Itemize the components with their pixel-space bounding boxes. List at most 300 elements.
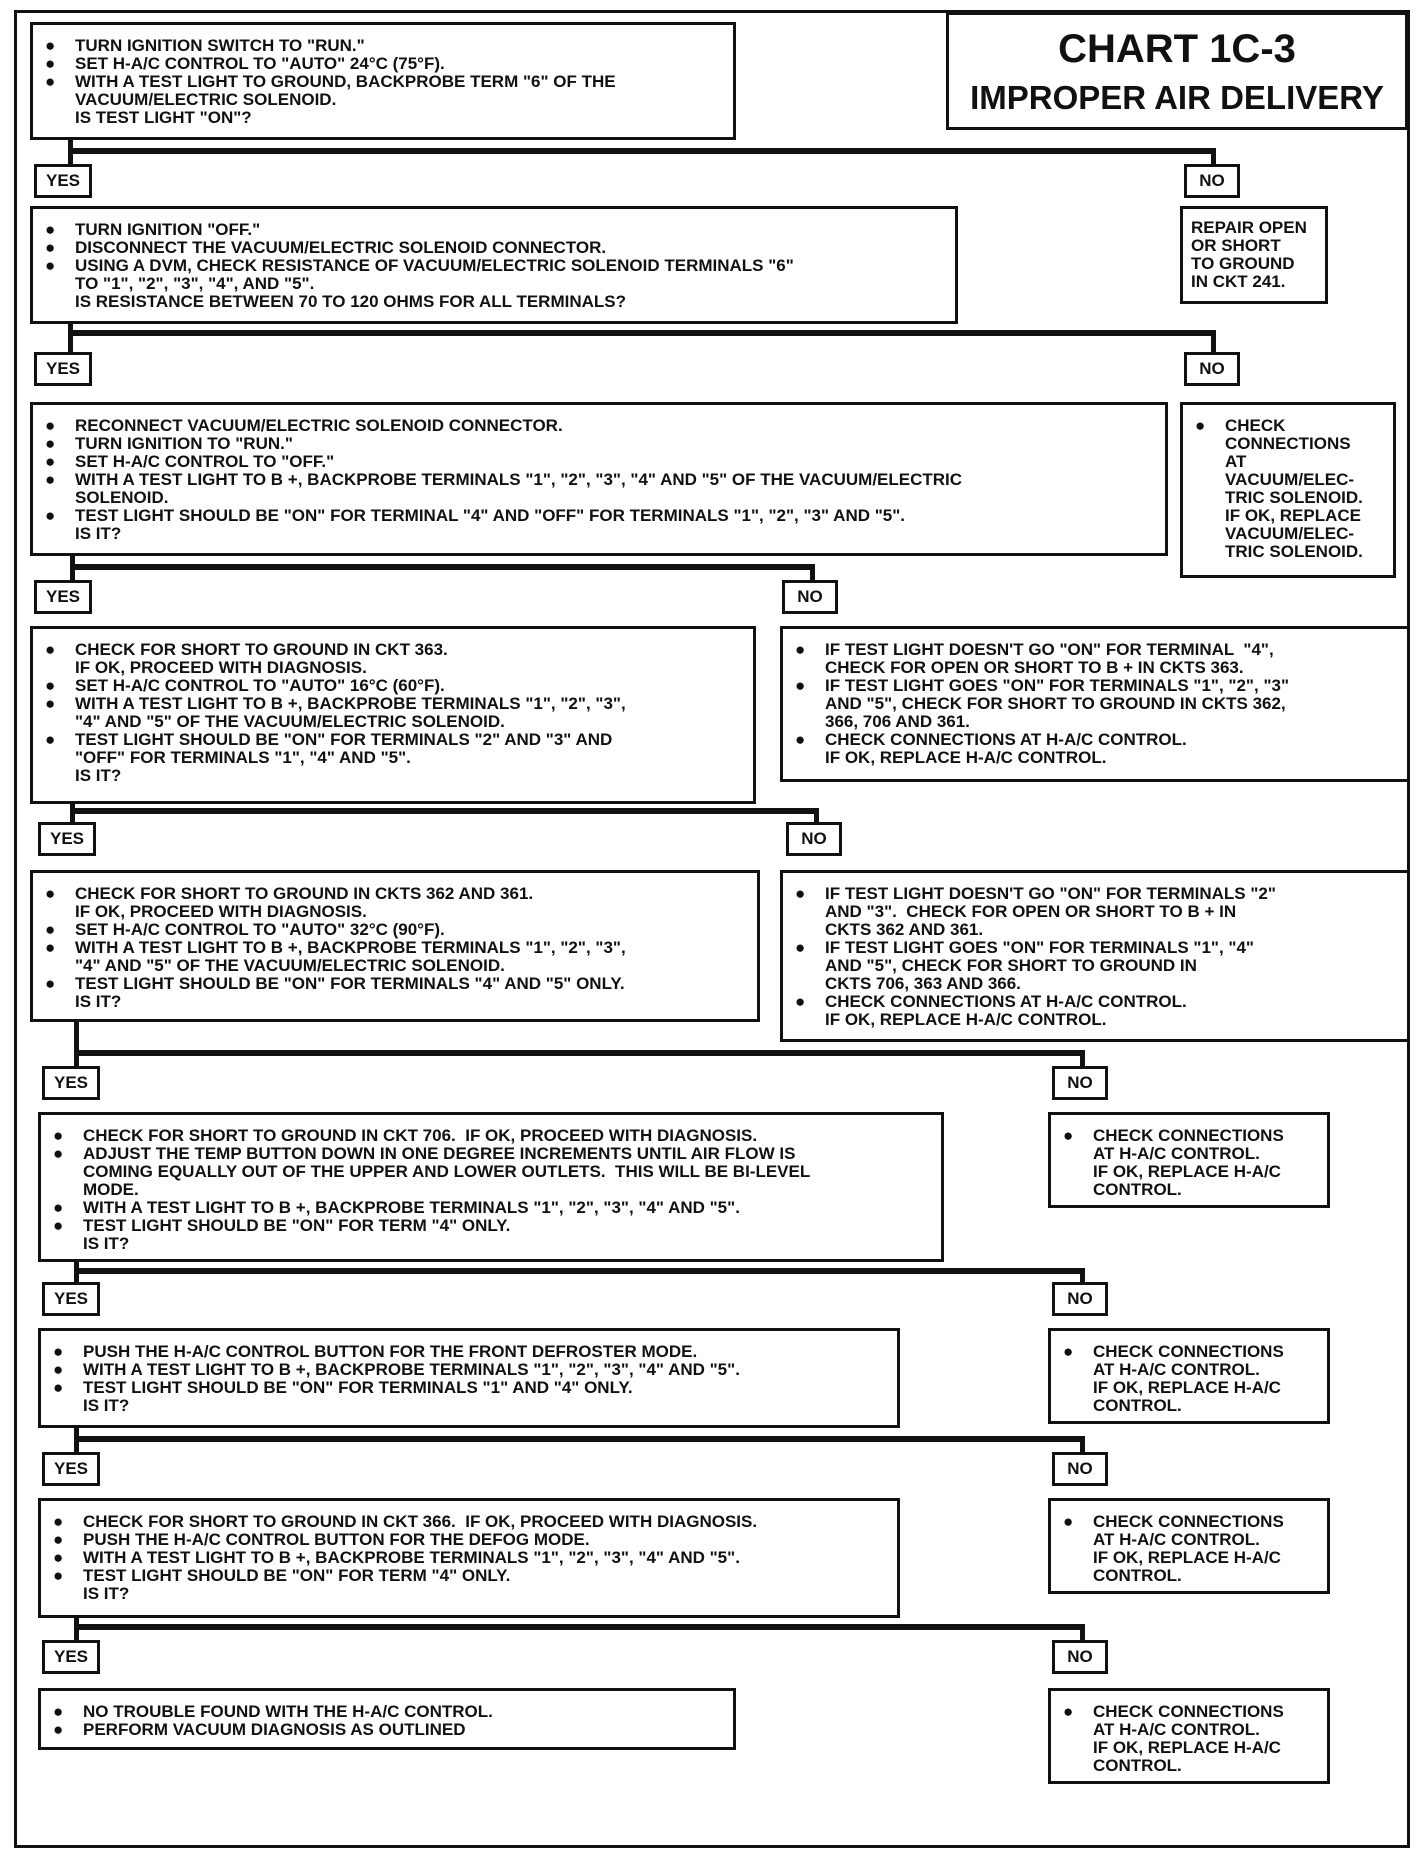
bullet-icon: ● [45, 72, 56, 91]
no-action-6-line [1061, 1379, 1317, 1397]
line-text: SET H-A/C CONTROL TO "AUTO" 16°C (60°F). [75, 676, 445, 695]
connector-drop-no-2 [1211, 330, 1216, 354]
line-text: TEST LIGHT SHOULD BE "ON" FOR TERM "4" ONLY. [83, 1566, 511, 1585]
no-action-6-line [1061, 1343, 1317, 1361]
no-action-4-line [793, 975, 1397, 993]
line-text: CHECK FOR SHORT TO GROUND IN CKT 363. [75, 640, 448, 659]
no-action-1-line [1191, 273, 1317, 291]
line-text: IS IT? [75, 524, 122, 543]
step-4-line [43, 767, 743, 785]
step-6-box [38, 1112, 944, 1262]
step-8-line [51, 1585, 887, 1603]
line-text: AND "5", CHECK FOR SHORT TO GROUND IN [825, 956, 1197, 975]
no-label-8: NO [1052, 1640, 1108, 1674]
line-text: CKTS 706, 363 AND 366. [825, 974, 1021, 993]
no-action-1-line [1191, 237, 1317, 255]
step-7-line [51, 1397, 887, 1415]
bullet-icon [51, 1585, 83, 1603]
line-text: REPAIR OPEN [1191, 218, 1307, 237]
line-text: VACUUM/ELECTRIC SOLENOID. [75, 90, 337, 109]
step-7-line [51, 1361, 887, 1379]
chart-title-box [946, 12, 1408, 130]
no-action-4-line [793, 921, 1397, 939]
no-action-3-line [793, 731, 1397, 749]
line-text: TURN IGNITION TO "RUN." [75, 434, 293, 453]
bullet-icon: ● [1063, 1126, 1074, 1145]
no-action-8-line [1061, 1739, 1317, 1757]
bullet-icon [1061, 1379, 1093, 1397]
bullet-icon [1061, 1757, 1093, 1775]
no-action-4-line [793, 885, 1397, 903]
line-text: NO TROUBLE FOUND WITH THE H-A/C CONTROL. [83, 1702, 493, 1721]
line-text: IF TEST LIGHT GOES "ON" FOR TERMINALS "1", "4" [825, 938, 1254, 957]
line-text: SOLENOID. [75, 488, 169, 507]
line-text: 366, 706 AND 361. [825, 712, 970, 731]
bullet-icon [51, 1181, 83, 1199]
no-action-1-box [1180, 206, 1328, 304]
step-6-line [51, 1163, 931, 1181]
bullet-icon [43, 489, 75, 507]
step-6-line [51, 1217, 931, 1235]
step-1-box [30, 22, 736, 140]
bullet-icon: ● [53, 1512, 64, 1531]
bullet-icon: ● [1195, 416, 1206, 435]
step-3-line [43, 417, 1155, 435]
step-5-line [43, 957, 747, 975]
step-2-line [43, 293, 945, 311]
line-text: IF TEST LIGHT DOESN'T GO "ON" FOR TERMINALS "2" [825, 884, 1276, 903]
step-9-box [38, 1688, 736, 1750]
bullet-icon: ● [45, 238, 56, 257]
bullet-icon [51, 1397, 83, 1415]
line-text: AT [1225, 452, 1247, 471]
no-label-6: NO [1052, 1282, 1108, 1316]
no-action-2-line [1193, 543, 1383, 561]
bullet-icon [43, 293, 75, 311]
yes-label-5: YES [42, 1066, 100, 1100]
bullet-icon [43, 275, 75, 293]
step-7-box [38, 1328, 900, 1428]
no-action-8-line [1061, 1703, 1317, 1721]
bullet-icon: ● [1063, 1512, 1074, 1531]
line-text: USING A DVM, CHECK RESISTANCE OF VACUUM/ELECTRIC SOLENOID TERMINALS "6" [75, 256, 794, 275]
step-3-line [43, 489, 1155, 507]
bullet-icon [793, 957, 825, 975]
step-5-box [30, 870, 760, 1022]
bullet-icon: ● [53, 1720, 64, 1739]
line-text: WITH A TEST LIGHT TO B +, BACKPROBE TERMINALS "1", "2", "3", "4" AND "5" OF THE VACUUM/ELECTRIC [75, 470, 963, 489]
no-action-2-line [1193, 453, 1383, 471]
line-text: ADJUST THE TEMP BUTTON DOWN IN ONE DEGREE INCREMENTS UNTIL AIR FLOW IS [83, 1144, 796, 1163]
step-1-line [43, 55, 723, 73]
line-text: IS RESISTANCE BETWEEN 70 TO 120 OHMS FOR ALL TERMINALS? [75, 292, 626, 311]
line-text: SET H-A/C CONTROL TO "AUTO" 24°C (75°F). [75, 54, 445, 73]
line-text: IN CKT 241. [1191, 272, 1286, 291]
line-text: IS IT? [75, 992, 122, 1011]
step-1-line [43, 109, 723, 127]
connector-bar-2 [68, 330, 1216, 336]
line-text: CONNECTIONS [1225, 434, 1351, 453]
no-action-6-box [1048, 1328, 1330, 1424]
line-text: AND "5", CHECK FOR SHORT TO GROUND IN CKTS 362, [825, 694, 1286, 713]
bullet-icon [1061, 1567, 1093, 1585]
bullet-icon: ● [45, 676, 56, 695]
bullet-icon: ● [53, 1144, 64, 1163]
yes-label-7: YES [42, 1452, 100, 1486]
step-7-line [51, 1343, 887, 1361]
bullet-icon: ● [53, 1126, 64, 1145]
no-action-6-line [1061, 1397, 1317, 1415]
line-text: CHECK FOR SHORT TO GROUND IN CKT 366. IF OK, PROCEED WITH DIAGNOSIS. [83, 1512, 758, 1531]
no-action-4-line [793, 903, 1397, 921]
bullet-icon [1061, 1181, 1093, 1199]
line-text: MODE. [83, 1180, 139, 1199]
line-text: IS IT? [83, 1584, 130, 1603]
line-text: PUSH THE H-A/C CONTROL BUTTON FOR THE DEFOG MODE. [83, 1530, 590, 1549]
bullet-icon: ● [45, 974, 56, 993]
line-text: AND "3". CHECK FOR OPEN OR SHORT TO B + IN [825, 902, 1237, 921]
line-text: IF OK, PROCEED WITH DIAGNOSIS. [75, 902, 367, 921]
no-action-7-line [1061, 1567, 1317, 1585]
bullet-icon [1193, 543, 1225, 561]
bullet-icon [1193, 453, 1225, 471]
bullet-icon: ● [45, 640, 56, 659]
bullet-icon: ● [795, 884, 806, 903]
line-text: CHECK CONNECTIONS [1093, 1342, 1284, 1361]
no-action-6-line [1061, 1361, 1317, 1379]
line-text: TO "1", "2", "3", "4", AND "5". [75, 274, 315, 293]
connector-bar-1 [68, 148, 1216, 154]
no-action-8-box [1048, 1688, 1330, 1784]
no-action-2-line [1193, 525, 1383, 543]
yes-label-4: YES [38, 822, 96, 856]
line-text: IS TEST LIGHT "ON"? [75, 108, 252, 127]
line-text: CONTROL. [1093, 1756, 1182, 1775]
step-4-line [43, 677, 743, 695]
line-text: AT H-A/C CONTROL. [1093, 1720, 1260, 1739]
bullet-icon: ● [53, 1216, 64, 1235]
connector-bar-4 [70, 808, 818, 814]
no-action-8-line [1061, 1757, 1317, 1775]
line-text: IF OK, PROCEED WITH DIAGNOSIS. [75, 658, 367, 677]
line-text: IF OK, REPLACE H-A/C [1093, 1738, 1281, 1757]
line-text: CHECK CONNECTIONS AT H-A/C CONTROL. [825, 730, 1187, 749]
bullet-icon: ● [45, 36, 56, 55]
connector-stem-6 [74, 1262, 79, 1284]
yes-label-3: YES [34, 580, 92, 614]
bullet-icon: ● [795, 676, 806, 695]
line-text: CONTROL. [1093, 1180, 1182, 1199]
connector-stem-5 [74, 1022, 79, 1068]
connector-stem-1 [68, 140, 73, 164]
step-1-line [43, 91, 723, 109]
yes-label-8: YES [42, 1640, 100, 1674]
bullet-icon [1061, 1361, 1093, 1379]
bullet-icon: ● [45, 256, 56, 275]
step-5-line [43, 939, 747, 957]
bullet-icon: ● [1063, 1342, 1074, 1361]
step-6-line [51, 1181, 931, 1199]
no-action-7-line [1061, 1513, 1317, 1531]
step-4-line [43, 659, 743, 677]
step-6-line [51, 1127, 931, 1145]
line-text: TO GROUND [1191, 254, 1295, 273]
bullet-icon [1061, 1163, 1093, 1181]
no-action-2-line [1193, 417, 1383, 435]
step-9-line [51, 1721, 723, 1739]
step-8-line [51, 1531, 887, 1549]
step-4-line [43, 641, 743, 659]
connector-stem-2 [68, 324, 73, 354]
line-text: CHECK FOR SHORT TO GROUND IN CKTS 362 AND 361. [75, 884, 534, 903]
line-text: CHECK CONNECTIONS [1093, 1126, 1284, 1145]
step-2-box [30, 206, 958, 324]
no-action-1-line [1191, 219, 1317, 237]
bullet-icon [793, 975, 825, 993]
step-5-line [43, 903, 747, 921]
step-4-line [43, 695, 743, 713]
step-8-line [51, 1513, 887, 1531]
no-action-4-line [793, 957, 1397, 975]
no-action-5-line [1061, 1145, 1317, 1163]
bullet-icon [1061, 1145, 1093, 1163]
bullet-icon: ● [795, 640, 806, 659]
line-text: RECONNECT VACUUM/ELECTRIC SOLENOID CONNECTOR. [75, 416, 563, 435]
no-action-1-line [1191, 255, 1317, 273]
line-text: IF OK, REPLACE H-A/C [1093, 1548, 1281, 1567]
line-text: IF TEST LIGHT GOES "ON" FOR TERMINALS "1", "2", "3" [825, 676, 1290, 695]
no-action-7-line [1061, 1531, 1317, 1549]
line-text: CHECK CONNECTIONS [1093, 1702, 1284, 1721]
bullet-icon: ● [53, 1548, 64, 1567]
line-text: TURN IGNITION SWITCH TO "RUN." [75, 36, 365, 55]
bullet-icon [43, 109, 75, 127]
no-action-8-line [1061, 1721, 1317, 1739]
line-text: PUSH THE H-A/C CONTROL BUTTON FOR THE FRONT DEFROSTER MODE. [83, 1342, 698, 1361]
bullet-icon [793, 921, 825, 939]
no-action-3-line [793, 641, 1397, 659]
step-2-line [43, 221, 945, 239]
line-text: TEST LIGHT SHOULD BE "ON" FOR TERMINALS "2" AND "3" AND [75, 730, 613, 749]
line-text: IS IT? [83, 1396, 130, 1415]
yes-label-6: YES [42, 1282, 100, 1316]
bullet-icon: ● [53, 1198, 64, 1217]
chart-number: CHART 1C-3 [1058, 27, 1296, 71]
line-text: IS IT? [83, 1234, 130, 1253]
no-action-4-line [793, 1011, 1397, 1029]
step-3-line [43, 471, 1155, 489]
bullet-icon: ● [53, 1702, 64, 1721]
no-label-2: NO [1184, 352, 1240, 386]
step-3-box [30, 402, 1168, 556]
bullet-icon: ● [45, 694, 56, 713]
bullet-icon [43, 525, 75, 543]
step-6-line [51, 1145, 931, 1163]
bullet-icon [1061, 1549, 1093, 1567]
line-text: OR SHORT [1191, 236, 1281, 255]
bullet-icon: ● [45, 730, 56, 749]
bullet-icon [1193, 435, 1225, 453]
bullet-icon: ● [45, 506, 56, 525]
step-6-line [51, 1235, 931, 1253]
no-action-5-line [1061, 1181, 1317, 1199]
bullet-icon [793, 749, 825, 767]
step-1-line [43, 73, 723, 91]
connector-bar-3 [70, 564, 814, 570]
line-text: WITH A TEST LIGHT TO B +, BACKPROBE TERMINALS "1", "2", "3", [75, 694, 626, 713]
line-text: TEST LIGHT SHOULD BE "ON" FOR TERMINALS "1" AND "4" ONLY. [83, 1378, 633, 1397]
bullet-icon: ● [795, 730, 806, 749]
step-2-line [43, 257, 945, 275]
connector-stem-7 [74, 1428, 79, 1454]
line-text: AT H-A/C CONTROL. [1093, 1144, 1260, 1163]
bullet-icon: ● [53, 1566, 64, 1585]
step-3-line [43, 435, 1155, 453]
connector-bar-8 [74, 1624, 1084, 1630]
no-action-4-box [780, 870, 1410, 1042]
connector-bar-6 [74, 1268, 1084, 1274]
line-text: SET H-A/C CONTROL TO "OFF." [75, 452, 335, 471]
no-action-2-box [1180, 402, 1396, 578]
bullet-icon: ● [53, 1342, 64, 1361]
bullet-icon [793, 713, 825, 731]
bullet-icon [43, 767, 75, 785]
bullet-icon: ● [45, 938, 56, 957]
bullet-icon: ● [45, 470, 56, 489]
bullet-icon [51, 1235, 83, 1253]
bullet-icon: ● [53, 1360, 64, 1379]
bullet-icon [1193, 471, 1225, 489]
bullet-icon: ● [45, 220, 56, 239]
line-text: "OFF" FOR TERMINALS "1", "4" AND "5". [75, 748, 411, 767]
line-text: SET H-A/C CONTROL TO "AUTO" 32°C (90°F). [75, 920, 445, 939]
no-action-5-box [1048, 1112, 1330, 1208]
no-action-2-line [1193, 435, 1383, 453]
bullet-icon: ● [795, 938, 806, 957]
bullet-icon [1061, 1531, 1093, 1549]
bullet-icon: ● [45, 54, 56, 73]
bullet-icon [1193, 507, 1225, 525]
no-action-2-line [1193, 471, 1383, 489]
step-5-line [43, 975, 747, 993]
line-text: CHECK CONNECTIONS [1093, 1512, 1284, 1531]
no-label-3: NO [782, 580, 838, 614]
no-action-3-line [793, 659, 1397, 677]
line-text: TEST LIGHT SHOULD BE "ON" FOR TERMINAL "4" AND "OFF" FOR TERMINALS "1", "2", "3" AND "5". [75, 506, 906, 525]
step-8-line [51, 1567, 887, 1585]
line-text: WITH A TEST LIGHT TO B +, BACKPROBE TERMINALS "1", "2", "3", "4" AND "5". [83, 1360, 740, 1379]
no-action-3-line [793, 713, 1397, 731]
step-7-line [51, 1379, 887, 1397]
connector-stem-3 [70, 556, 75, 582]
line-text: TRIC SOLENOID. [1225, 488, 1363, 507]
line-text: CHECK [1225, 416, 1286, 435]
line-text: PERFORM VACUUM DIAGNOSIS AS OUTLINED [83, 1720, 466, 1739]
bullet-icon: ● [45, 884, 56, 903]
bullet-icon [1061, 1397, 1093, 1415]
yes-label-2: YES [34, 352, 92, 386]
no-action-5-line [1061, 1163, 1317, 1181]
chart-title: IMPROPER AIR DELIVERY [970, 79, 1384, 116]
connector-bar-5 [74, 1050, 1084, 1056]
line-text: AT H-A/C CONTROL. [1093, 1530, 1260, 1549]
no-action-7-line [1061, 1549, 1317, 1567]
bullet-icon [43, 993, 75, 1011]
line-text: TEST LIGHT SHOULD BE "ON" FOR TERMINALS "4" AND "5" ONLY. [75, 974, 625, 993]
step-8-line [51, 1549, 887, 1567]
line-text: VACUUM/ELEC- [1225, 470, 1355, 489]
line-text: WITH A TEST LIGHT TO B +, BACKPROBE TERMINALS "1", "2", "3", "4" AND "5". [83, 1548, 740, 1567]
bullet-icon [43, 713, 75, 731]
bullet-icon [1193, 489, 1225, 507]
step-3-line [43, 453, 1155, 471]
bullet-icon [793, 695, 825, 713]
bullet-icon [793, 659, 825, 677]
no-label-5: NO [1052, 1066, 1108, 1100]
step-4-line [43, 713, 743, 731]
line-text: CKTS 362 AND 361. [825, 920, 984, 939]
step-4-box [30, 626, 756, 804]
no-action-5-line [1061, 1127, 1317, 1145]
bullet-icon [793, 903, 825, 921]
line-text: CONTROL. [1093, 1396, 1182, 1415]
no-action-2-line [1193, 507, 1383, 525]
bullet-icon [51, 1163, 83, 1181]
step-3-line [43, 525, 1155, 543]
line-text: "4" AND "5" OF THE VACUUM/ELECTRIC SOLENOID. [75, 956, 505, 975]
bullet-icon [793, 1011, 825, 1029]
line-text: TEST LIGHT SHOULD BE "ON" FOR TERM "4" ONLY. [83, 1216, 511, 1235]
line-text: IF OK, REPLACE H-A/C [1093, 1378, 1281, 1397]
bullet-icon: ● [1063, 1702, 1074, 1721]
no-action-2-line [1193, 489, 1383, 507]
step-9-line [51, 1703, 723, 1721]
line-text: CHECK CONNECTIONS AT H-A/C CONTROL. [825, 992, 1187, 1011]
line-text: TURN IGNITION "OFF." [75, 220, 261, 239]
line-text: IF OK, REPLACE H-A/C CONTROL. [825, 748, 1107, 767]
step-5-line [43, 993, 747, 1011]
step-6-line [51, 1199, 931, 1217]
line-text: CONTROL. [1093, 1566, 1182, 1585]
no-label-7: NO [1052, 1452, 1108, 1486]
line-text: CHECK FOR OPEN OR SHORT TO B + IN CKTS 363. [825, 658, 1244, 677]
line-text: "4" AND "5" OF THE VACUUM/ELECTRIC SOLENOID. [75, 712, 505, 731]
step-4-line [43, 731, 743, 749]
line-text: CHECK FOR SHORT TO GROUND IN CKT 706. IF OK, PROCEED WITH DIAGNOSIS. [83, 1126, 758, 1145]
line-text: WITH A TEST LIGHT TO B +, BACKPROBE TERMINALS "1", "2", "3", [75, 938, 626, 957]
no-action-3-line [793, 695, 1397, 713]
line-text: COMING EQUALLY OUT OF THE UPPER AND LOWER OUTLETS. THIS WILL BE BI-LEVEL [83, 1162, 811, 1181]
no-action-3-box [780, 626, 1410, 782]
bullet-icon: ● [53, 1378, 64, 1397]
bullet-icon: ● [45, 416, 56, 435]
line-text: WITH A TEST LIGHT TO B +, BACKPROBE TERMINALS "1", "2", "3", "4" AND "5". [83, 1198, 740, 1217]
bullet-icon: ● [45, 452, 56, 471]
step-2-line [43, 239, 945, 257]
step-5-line [43, 885, 747, 903]
bullet-icon: ● [45, 434, 56, 453]
yes-label-1: YES [34, 164, 92, 198]
no-action-7-box [1048, 1498, 1330, 1594]
bullet-icon: ● [45, 920, 56, 939]
line-text: VACUUM/ELEC- [1225, 524, 1355, 543]
bullet-icon: ● [795, 992, 806, 1011]
bullet-icon [43, 903, 75, 921]
line-text: IF TEST LIGHT DOESN'T GO "ON" FOR TERMINAL "4", [825, 640, 1274, 659]
step-8-box [38, 1498, 900, 1618]
bullet-icon [43, 957, 75, 975]
no-action-4-line [793, 993, 1397, 1011]
